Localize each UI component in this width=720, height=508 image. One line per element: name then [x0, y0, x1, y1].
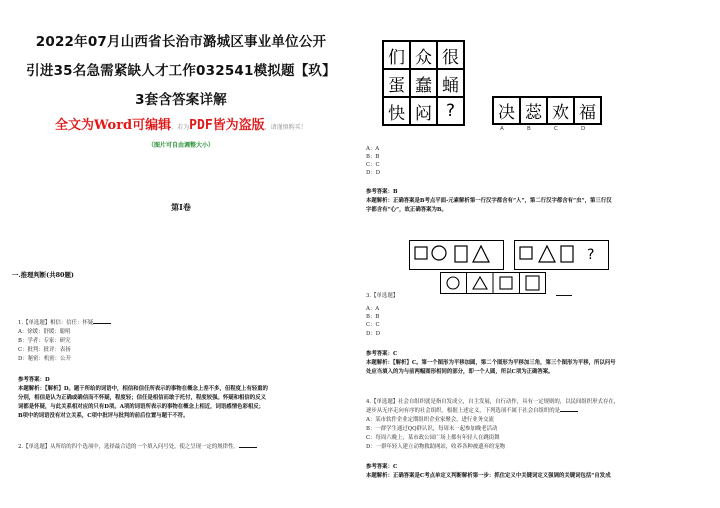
option-cell-d: 福: [574, 97, 601, 124]
q3-choice-d: D：D: [366, 331, 381, 337]
resize-note: （图片可自由调整大小）: [147, 142, 214, 149]
grid-cell: 们: [383, 41, 410, 69]
grid-cell: 蛹: [437, 69, 464, 97]
q1-option-c: C：批判：批评：表扬: [18, 347, 71, 353]
promo-word: 全文为Word可编辑: [55, 118, 172, 133]
q3-choice-b: B：B: [366, 314, 380, 320]
option-cell-b: 蕊: [520, 97, 547, 124]
right-column: [362, 0, 720, 508]
figure-option-shapes: [440, 272, 546, 294]
q2-stem-text: 2.【单选题】从所给的四个选项中，选择最合适的一个填入问号处，使之呈现一定的规律性。: [18, 444, 239, 450]
q2-choice-d: D：D: [366, 170, 381, 176]
option-letter-a: A: [500, 126, 504, 132]
option-letter-c: C: [554, 126, 558, 132]
promo-line: [55, 114, 307, 133]
q2-expl-2: 字都含有“心”，故正确答案为B。: [366, 207, 447, 213]
character-grid: [382, 40, 465, 126]
q4-option-d: D：一群年轻人建立动物救助网站，收养各种被遗弃的宠物: [366, 444, 506, 450]
q1-option-d: D：秘密：机密：公开: [18, 356, 71, 362]
doc-title-line1: 2022年07月山西省长治市潞城区事业单位公开: [35, 34, 327, 50]
q2-stem: [18, 442, 257, 452]
option-cell-a: 决: [493, 97, 520, 124]
option-character-row: [492, 96, 602, 125]
q2-choice-b: B：B: [366, 154, 380, 160]
grid-cell: 闷: [410, 97, 437, 125]
q2-expl-1: 本题解析：正确答案是B考点平面-元素解析第一行汉字都含有“人”，第二行汉字都含有“虫”，第三行汉: [366, 198, 612, 204]
q1-expl-4: B项中的词语没有对立关系，C项中批评与批判的前后位置与题干不符。: [18, 413, 189, 419]
q4-answer: 参考答案：C: [366, 464, 398, 470]
answer-blank: [560, 406, 578, 412]
q4-stem-2-text: 逐步从无序走向有序的社会组织。根据上述定义，下列选项不属于社会自组织的是: [366, 408, 561, 414]
grid-cell: 蠢: [410, 69, 437, 97]
doc-title-line3: 3套含答案详解: [135, 92, 227, 108]
svg-text:?: ?: [587, 247, 595, 263]
q3-expl-2: 处应当填入的为与前两幅图形相同的部分，即一个人圆，所以C项为正确答案。: [366, 369, 554, 375]
volume-heading: 第I卷: [171, 202, 191, 212]
q4-option-b: B：一群学生通过QQ群认识，每周末一起参加晚老活动: [366, 426, 498, 432]
q1-answer: 参考答案：D: [18, 377, 50, 383]
q1-stem-text: 1.【单选题】相信：信任：怀疑: [18, 320, 94, 326]
q1-expl-2: 分别，相信是认为正确或确信而不怀疑，程度轻；信任是相信而敢于托付，程度较强。怀疑和相信的反义: [18, 395, 266, 401]
promo-mid: ，若为: [171, 124, 190, 131]
q3-choice-a: A：A: [366, 306, 380, 312]
grid-cell-question: ?: [437, 97, 464, 125]
q2-choice-c: C：C: [366, 162, 380, 168]
grid-cell: 快: [383, 97, 410, 125]
grid-cell: 众: [410, 41, 437, 69]
section-heading: 一.推理判断(共80题): [12, 271, 74, 279]
option-letter-d: D: [581, 126, 586, 132]
option-cell-c: 欢: [547, 97, 574, 124]
answer-blank: [93, 318, 111, 324]
figure-stem-shapes: [409, 240, 609, 270]
promo-tail: ，请谨慎购买！: [264, 124, 307, 131]
option-letter-b: B: [527, 126, 531, 132]
q1-expl-3: 词都是怀疑，与此关系相对应的只有D项。A项的词语所表示的事物在概念上相近，词语感情色彩相反；: [18, 404, 265, 410]
promo-pdf: PDF皆为盗版: [189, 118, 265, 133]
q1-option-b: B：学者：专家：研究: [18, 338, 71, 344]
q4-option-c: C：每周六晚上，某市政公园广场上都有年轻人在跳街舞: [366, 435, 500, 441]
q4-expl: 本题解析：正确答案是C考点单定义判断解析第一步：抓住定义中关键词定义强调的关键词包括“自发成: [366, 473, 611, 479]
figure-answer-blank: [556, 295, 572, 296]
q4-stem-1: 4.【单选题】社会自组织就是指自发成立，自主发展，自行动作，具有一定规则的，以民间组织形式存在，: [366, 399, 620, 405]
q1-option-a: A：徐缓：舒缓：聪明: [18, 329, 71, 335]
q1-expl-1: 本题解析：【解析】D。题干所给的词语中，相信和信任所表示的事物在概念上差不多，但程度上有轻重的: [18, 386, 268, 392]
q1-stem: [18, 318, 111, 328]
q3-answer: 参考答案：C: [366, 351, 398, 357]
q4-stem-2: [366, 406, 578, 416]
q2-answer: 参考答案：B: [366, 189, 398, 195]
q3-choice-c: C：C: [366, 322, 380, 328]
answer-blank: [239, 442, 257, 448]
grid-cell: 蛋: [383, 69, 410, 97]
grid-cell: 很: [437, 41, 464, 69]
doc-title-line2: 引进35名急需紧缺人才工作032541模拟题【玖】: [26, 63, 336, 79]
q4-option-a: A：某市软件企业定期组织企业家聚会，进行业务交流: [366, 417, 494, 423]
q3-expl-1: 本题解析：【解析】C。第一个图形为平移加圆，第二个图形为平移加三角，第三个图形为平移，所以问号: [366, 360, 616, 366]
q3-stem: 3.【单选题】: [366, 293, 399, 299]
q2-choice-a: A：A: [366, 146, 380, 152]
